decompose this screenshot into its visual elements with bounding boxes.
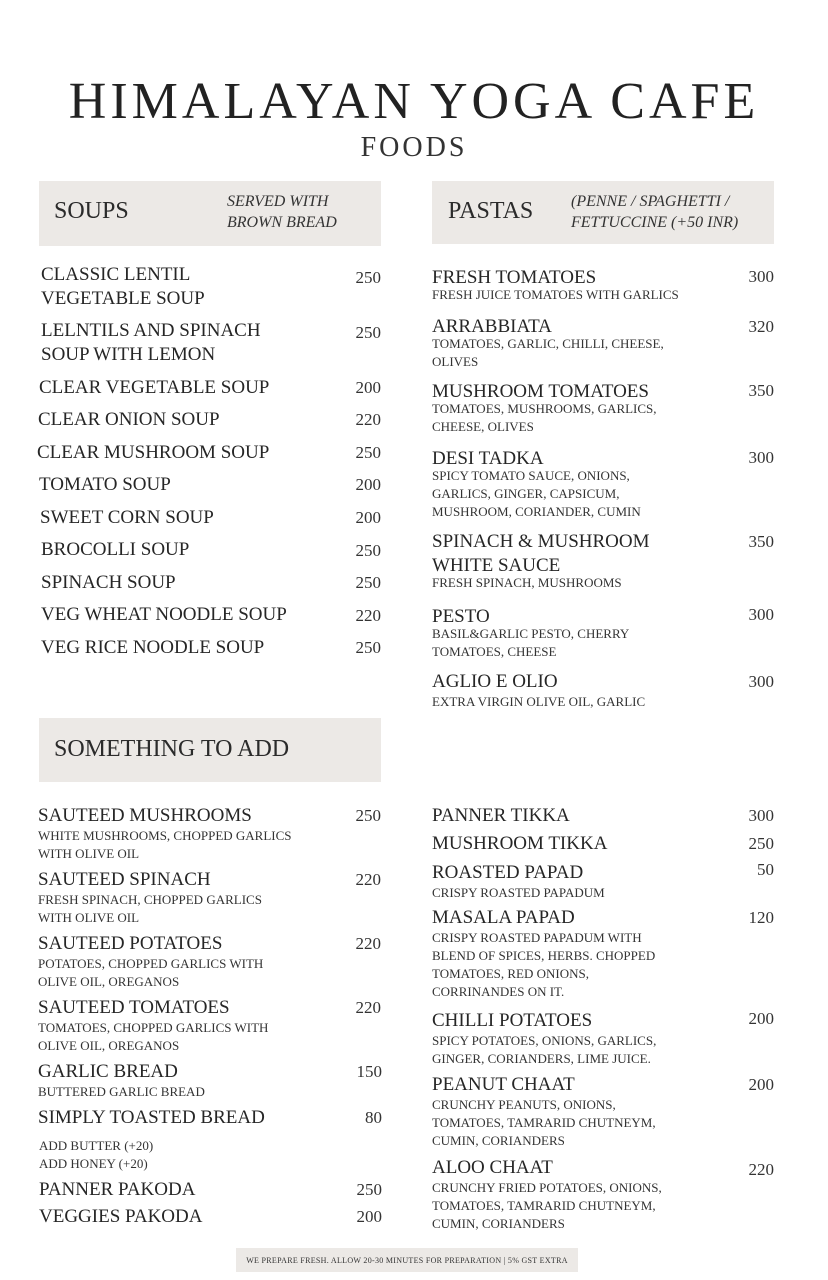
- item-price: 300: [748, 267, 774, 286]
- item-name: VEGGIES PAKODA: [39, 1206, 203, 1227]
- item-name: CHILLI POTATOES: [432, 1010, 593, 1031]
- item-name: SAUTEED TOMATOES: [38, 997, 230, 1018]
- item-name: TOMATO SOUP: [39, 474, 171, 495]
- menu-item: [432, 1156, 662, 1232]
- item-price: 250: [355, 443, 381, 462]
- item-description: TOMATOES, CHOPPED GARLICS WITH: [38, 1020, 269, 1035]
- soups-header-title: SOUPS: [54, 198, 129, 224]
- item-name: SAUTEED MUSHROOMS: [38, 805, 252, 826]
- item-name: VEG RICE NOODLE SOUP: [41, 637, 265, 658]
- item-name: LELNTILS AND SPINACH: [41, 320, 261, 341]
- item-price: 300: [748, 806, 774, 825]
- item-price: 250: [355, 638, 381, 657]
- item-name: SIMPLY TOASTED BREAD: [38, 1107, 265, 1128]
- item-description: CHEESE, OLIVES: [432, 419, 534, 434]
- menu-item: [432, 315, 664, 370]
- menu-item: [432, 1009, 656, 1067]
- menu-item: [432, 447, 641, 520]
- item-description: SPICY TOMATO SAUCE, ONIONS,: [432, 468, 630, 483]
- item-name: CLASSIC LENTIL: [41, 264, 191, 285]
- item-description: WITH OLIVE OIL: [38, 910, 140, 925]
- item-name: SAUTEED SPINACH: [38, 869, 211, 890]
- item-name: SPINACH & MUSHROOM: [432, 531, 650, 552]
- menu-item: [432, 266, 679, 303]
- item-description: CRUNCHY PEANUTS, ONIONS,: [432, 1097, 616, 1112]
- menu-item: [38, 804, 292, 862]
- item-price: 200: [355, 378, 381, 397]
- item-name: ARRABBIATA: [432, 316, 552, 337]
- item-name: AGLIO E OLIO: [432, 671, 558, 692]
- item-description: OLIVE OIL, OREGANOS: [38, 974, 180, 989]
- item-price: 250: [355, 541, 381, 560]
- footer-note: WE PREPARE FRESH. ALLOW 20-30 MINUTES FOR PREPARATION | 5% GST EXTRA: [236, 1248, 578, 1272]
- item-description: BLEND OF SPICES, HERBS. CHOPPED: [432, 948, 656, 963]
- item-addon: ADD HONEY (+20): [39, 1156, 148, 1171]
- item-price: 250: [355, 806, 381, 825]
- item-price: 150: [356, 1062, 382, 1081]
- item-price: 220: [355, 870, 381, 889]
- pastas-note-line: (PENNE / SPAGHETTI /: [571, 193, 730, 210]
- item-description: CUMIN, CORIANDERS: [432, 1133, 565, 1148]
- item-price: 250: [355, 323, 381, 342]
- item-name: PANNER PAKODA: [39, 1179, 196, 1200]
- item-name: BROCOLLI SOUP: [41, 539, 190, 560]
- item-description: CORRINANDES ON IT.: [432, 984, 565, 999]
- item-description: FRESH SPINACH, CHOPPED GARLICS: [38, 892, 262, 907]
- item-description: WITH OLIVE OIL: [38, 846, 140, 861]
- item-price: 320: [748, 317, 774, 336]
- item-name: ALOO CHAAT: [432, 1157, 553, 1178]
- item-name: MASALA PAPAD: [432, 907, 575, 928]
- item-description: OLIVES: [432, 354, 479, 369]
- menu-item: [432, 1073, 656, 1149]
- item-price: 300: [748, 672, 774, 691]
- item-description: FRESH JUICE TOMATOES WITH GARLICS: [432, 287, 679, 302]
- item-description: MUSHROOM, CORIANDER, CUMIN: [432, 504, 641, 519]
- add-header-title: SOMETHING TO ADD: [54, 736, 290, 762]
- item-price: 220: [355, 606, 381, 625]
- item-description: EXTRA VIRGIN OLIVE OIL, GARLIC: [432, 694, 646, 709]
- item-name: SWEET CORN SOUP: [40, 507, 214, 528]
- item-description: BASIL&GARLIC PESTO, CHERRY: [432, 626, 630, 641]
- menu-item: [41, 538, 189, 562]
- menu-item: [41, 571, 176, 595]
- item-name: VEG WHEAT NOODLE SOUP: [41, 604, 287, 625]
- item-description: GARLICS, GINGER, CAPSICUM,: [432, 486, 620, 501]
- item-name: VEGETABLE SOUP: [41, 288, 205, 309]
- item-price: 220: [748, 1160, 774, 1179]
- item-description: CRISPY ROASTED PAPADUM WITH: [432, 930, 642, 945]
- menu-item: [432, 804, 570, 828]
- menu-item: [38, 868, 262, 926]
- pastas-note-line: FETTUCCINE (+50 INR): [571, 214, 739, 231]
- menu-item: [40, 506, 214, 530]
- item-name: MUSHROOM TIKKA: [432, 833, 608, 854]
- menu-item: [38, 1060, 205, 1100]
- item-description: TOMATOES, TAMRARID CHUTNEYM,: [432, 1115, 656, 1130]
- item-name: CLEAR VEGETABLE SOUP: [39, 377, 270, 398]
- item-price: 300: [748, 448, 774, 467]
- item-price: 120: [748, 908, 774, 927]
- item-price: 200: [355, 508, 381, 527]
- menu-item: [41, 263, 205, 311]
- item-description: TOMATOES, CHEESE: [432, 644, 557, 659]
- item-price: 220: [355, 934, 381, 953]
- item-name: SPINACH SOUP: [41, 572, 176, 593]
- item-description: FRESH SPINACH, MUSHROOMS: [432, 575, 622, 590]
- pastas-header-title: PASTAS: [448, 198, 534, 224]
- item-description: POTATOES, CHOPPED GARLICS WITH: [38, 956, 264, 971]
- menu-item: [37, 441, 269, 465]
- menu-item: [41, 319, 261, 367]
- menu-item: [39, 376, 269, 400]
- menu-item: [41, 636, 264, 660]
- menu-item: [432, 530, 650, 591]
- item-price: 250: [355, 573, 381, 592]
- item-price: 200: [355, 475, 381, 494]
- item-name: CLEAR ONION SOUP: [38, 409, 220, 430]
- item-name: DESI TADKA: [432, 448, 544, 469]
- item-price: 350: [748, 381, 774, 400]
- item-name: PEANUT CHAAT: [432, 1074, 575, 1095]
- item-price: 300: [748, 605, 774, 624]
- menu-item: [39, 1205, 202, 1229]
- item-price: 350: [748, 532, 774, 551]
- soups-note-line: SERVED WITH: [227, 193, 329, 210]
- item-name: PESTO: [432, 606, 490, 627]
- item-name: CLEAR MUSHROOM SOUP: [37, 442, 270, 463]
- item-price: 250: [356, 1180, 382, 1199]
- item-addon: ADD BUTTER (+20): [39, 1138, 154, 1153]
- item-description: OLIVE OIL, OREGANOS: [38, 1038, 180, 1053]
- item-description: WHITE MUSHROOMS, CHOPPED GARLICS: [38, 828, 292, 843]
- menu-item: [432, 861, 605, 901]
- menu-item-addons: [39, 1136, 153, 1172]
- item-price: 200: [356, 1207, 382, 1226]
- item-description: TOMATOES, TAMRARID CHUTNEYM,: [432, 1198, 656, 1213]
- item-name: SAUTEED POTATOES: [38, 933, 223, 954]
- menu-item: [41, 603, 287, 627]
- menu-item: [39, 1178, 195, 1202]
- item-description: SPICY POTATOES, ONIONS, GARLICS,: [432, 1033, 657, 1048]
- soups-header-note: [227, 191, 337, 233]
- item-description: CRUNCHY FRIED POTATOES, ONIONS,: [432, 1180, 662, 1195]
- item-description: TOMATOES, MUSHROOMS, GARLICS,: [432, 401, 657, 416]
- add-header: [39, 718, 381, 782]
- menu-title: HIMALAYAN YOGA CAFE: [68, 73, 760, 130]
- item-description: TOMATOES, GARLIC, CHILLI, CHEESE,: [432, 336, 664, 351]
- item-price: 50: [757, 860, 774, 879]
- item-price: 200: [748, 1009, 774, 1028]
- item-name: GARLIC BREAD: [38, 1061, 178, 1082]
- item-description: GINGER, CORIANDERS, LIME JUICE.: [432, 1051, 651, 1066]
- item-description: CRISPY ROASTED PAPADUM: [432, 885, 605, 900]
- item-price: 220: [355, 998, 381, 1017]
- menu-item: [38, 1106, 265, 1130]
- item-price: 250: [748, 834, 774, 853]
- menu-item: [432, 832, 607, 856]
- item-description: TOMATOES, RED ONIONS,: [432, 966, 589, 981]
- item-price: 250: [355, 268, 381, 287]
- menu-item: [432, 906, 655, 1000]
- menu-item: [432, 605, 629, 660]
- item-description: CUMIN, CORIANDERS: [432, 1216, 565, 1231]
- item-name: FRESH TOMATOES: [432, 267, 597, 288]
- item-name: WHITE SAUCE: [432, 555, 561, 576]
- pastas-header: [432, 181, 774, 244]
- item-price: 200: [748, 1075, 774, 1094]
- menu-subtitle: FOODS: [360, 132, 468, 163]
- item-name: ROASTED PAPAD: [432, 862, 584, 883]
- menu-item: [432, 380, 657, 435]
- menu-item: [38, 996, 268, 1054]
- menu-item: [39, 473, 171, 497]
- menu-item: [38, 408, 220, 432]
- item-price: 80: [365, 1108, 382, 1127]
- soups-header: [39, 181, 381, 246]
- item-price: 220: [355, 410, 381, 429]
- menu-item: [432, 670, 645, 710]
- menu-item: [38, 932, 263, 990]
- item-description: BUTTERED GARLIC BREAD: [38, 1084, 205, 1099]
- item-name: PANNER TIKKA: [432, 805, 570, 826]
- pastas-header-note: [571, 191, 738, 233]
- item-name: MUSHROOM TOMATOES: [432, 381, 649, 402]
- soups-note-line: BROWN BREAD: [227, 214, 337, 231]
- item-name: SOUP WITH LEMON: [41, 344, 216, 365]
